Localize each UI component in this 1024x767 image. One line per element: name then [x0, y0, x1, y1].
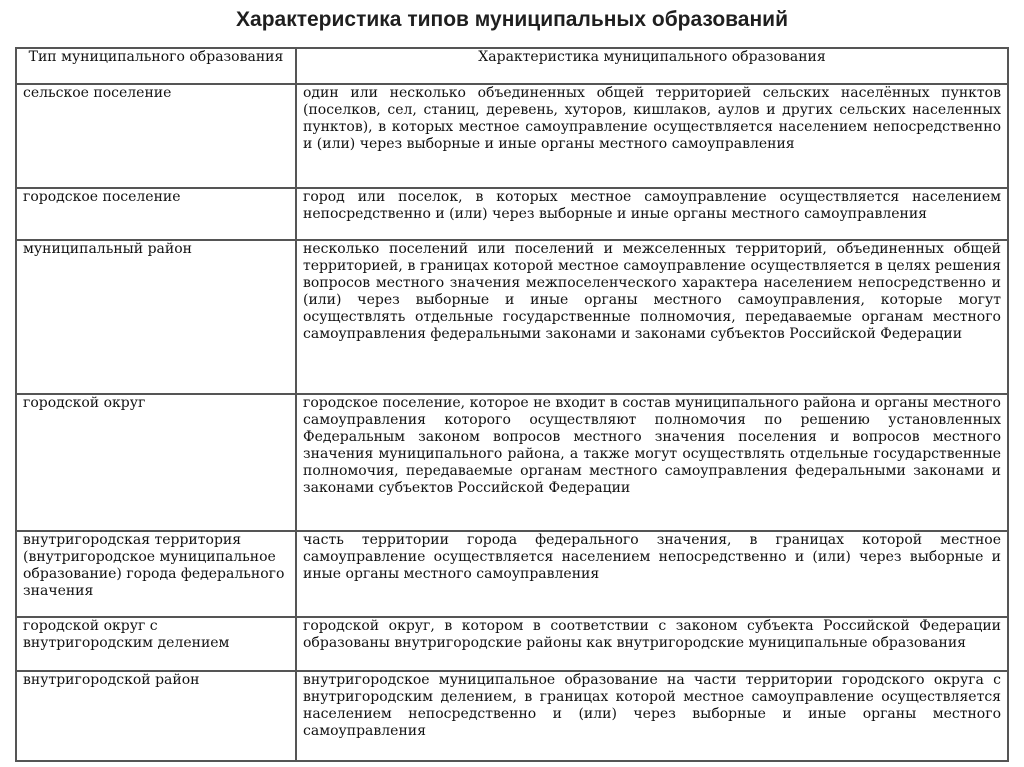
table-header-row	[16, 48, 1008, 84]
column-header-description: Характеристика муниципального образования	[296, 48, 1008, 84]
row-type-cell: городское поселение	[16, 188, 296, 240]
row-description-cell: городской округ, в котором в соответствии с законом субъекта Российской Федерации образованы внутригородские районы как внутригородские муниципальные образования	[296, 617, 1008, 671]
row-type-cell: городской округ	[16, 394, 296, 531]
row-description-cell: несколько поселений или поселений и межселенных территорий, объединенных общей территорией, в границах которой местное самоуправление осуществляется в целях решения вопросов местного значения межпоселенческого характера населением непосредственно и (или) через выборные и иные органы местного самоуправления, которые могут осуществлять отдельные государственные полномочия, передаваемые органам местного самоуправления федеральными законами и законами субъектов Российской Федерации	[296, 240, 1008, 394]
row-description-cell: город или поселок, в которых местное самоуправление осуществляется населением непосредственно и (или) через выборные и иные органы местного самоуправления	[296, 188, 1008, 240]
row-type-cell: муниципальный район	[16, 240, 296, 394]
table-row	[16, 188, 1008, 240]
municipal-types-table	[15, 47, 1009, 762]
row-type-cell: городской округ с внутригородским делением	[16, 617, 296, 671]
row-description-cell: часть территории города федерального значения, в границах которой местное самоуправление осуществляется населением непосредственно и (или) через выборные и иные органы местного самоуправления	[296, 531, 1008, 617]
table-row	[16, 394, 1008, 531]
column-header-type: Тип муниципального образования	[16, 48, 296, 84]
row-type-cell: внутригородская территория (внутригородское муниципальное образование) города федерального значения	[16, 531, 296, 617]
table-row	[16, 240, 1008, 394]
row-description-cell: городское поселение, которое не входит в состав муниципального района и органы местного самоуправления которого осуществляют полномочия по решению установленных Федеральным законом вопросов местного значения поселения и вопросов местного значения муниципального района, а также могут осуществлять отдельные государственные полномочия, передаваемые органам местного самоуправления федеральными законами и законами субъектов Российской Федерации	[296, 394, 1008, 531]
row-description-cell: внутригородское муниципальное образование на части территории городского округа с внутригородским делением, в границах которой местное самоуправление осуществляется населением непосредственно и (или) через выборные и иные органы местного самоуправления	[296, 671, 1008, 761]
table-row	[16, 617, 1008, 671]
table-row	[16, 671, 1008, 761]
row-description-cell: один или несколько объединенных общей территорией сельских населённых пунктов (поселков, сел, станиц, деревень, хуторов, кишлаков, аулов и других сельских населенных пунктов), в которых местное самоуправление осуществляется населением непосредственно и (или) через выборные и иные органы местного самоуправления	[296, 84, 1008, 188]
row-type-cell: внутригородской район	[16, 671, 296, 761]
table-row	[16, 531, 1008, 617]
row-type-cell: сельское поселение	[16, 84, 296, 188]
table-row	[16, 84, 1008, 188]
page-title: Характеристика типов муниципальных образований	[236, 8, 788, 31]
